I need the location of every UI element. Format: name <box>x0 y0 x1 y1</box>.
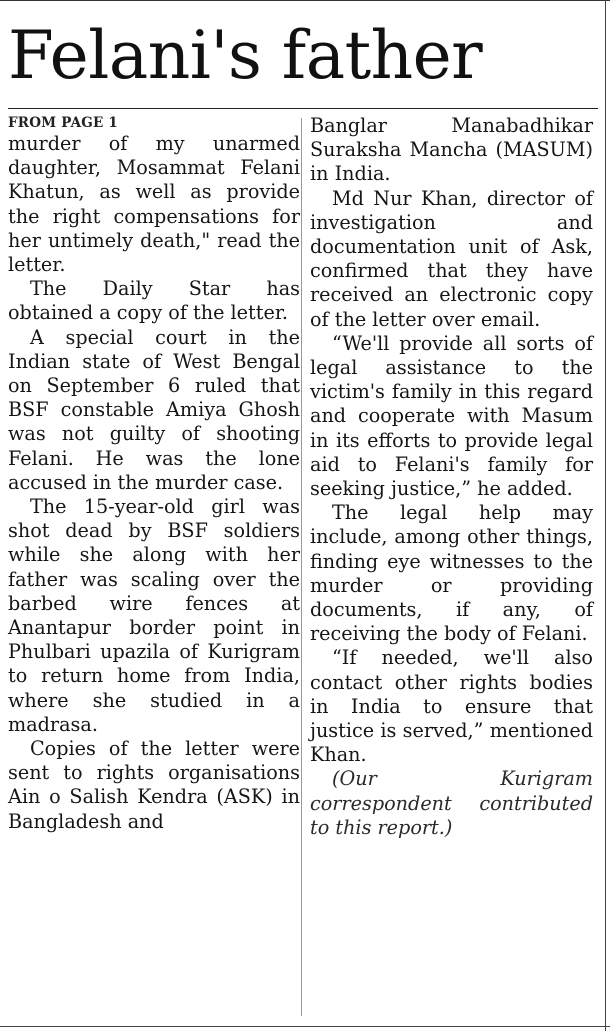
column-divider <box>301 118 302 1016</box>
paragraph: “We'll provide all sorts of legal assistance to the victim's family in this regard and cooperate with Masum in its efforts to provide legal aid to Felani's family for seeking justice,” he added. <box>310 331 593 501</box>
article-column-right <box>310 114 593 840</box>
paragraph: “If needed, we'll also contact other rights bodies in India to ensure that justice is served,” mentioned Khan. <box>310 646 593 767</box>
paragraph: The Daily Star has obtained a copy of the letter. <box>8 277 300 325</box>
top-border <box>0 0 610 9</box>
paragraph: murder of my unarmed daughter, Mosammat Felani Khatun, as well as provide the right compensations for her untimely death," read the letter. <box>8 132 300 277</box>
right-border <box>605 0 606 1031</box>
paragraph: The legal help may include, among other things, finding eye witnesses to the murder or providing documents, if any, of receiving the body of Felani. <box>310 501 593 646</box>
paragraph: A special court in the Indian state of West Bengal on September 6 ruled that BSF constable Amiya Ghosh was not guilty of shooting Felani. He was the lone accused in the murder case. <box>8 325 300 494</box>
correspondent-credit: (Our Kurigram correspondent contributed to this report.) <box>310 767 593 839</box>
bottom-border <box>0 1026 610 1027</box>
paragraph: The 15-year-old girl was shot dead by BSF soldiers while she along with her father was scaling over the barbed wire fences at Anantapur border point in Phulbari upazila of Kurigram to return home from India, where she studied in a madrasa. <box>8 495 300 736</box>
paragraph: Copies of the letter were sent to rights organisations Ain o Salish Kendra (ASK) in Bangladesh and <box>8 737 300 833</box>
paragraph: Banglar Manabadhikar Suraksha Mancha (MASUM) in India. <box>310 114 593 186</box>
article-column-left <box>8 114 300 834</box>
headline-rule <box>8 108 598 109</box>
paragraph: Md Nur Khan, director of investigation and documentation unit of Ask, confirmed that they have received an electronic copy of the letter over email. <box>310 186 593 331</box>
headline: Felani's father <box>8 17 483 94</box>
jump-kicker: FROM PAGE 1 <box>8 115 118 131</box>
